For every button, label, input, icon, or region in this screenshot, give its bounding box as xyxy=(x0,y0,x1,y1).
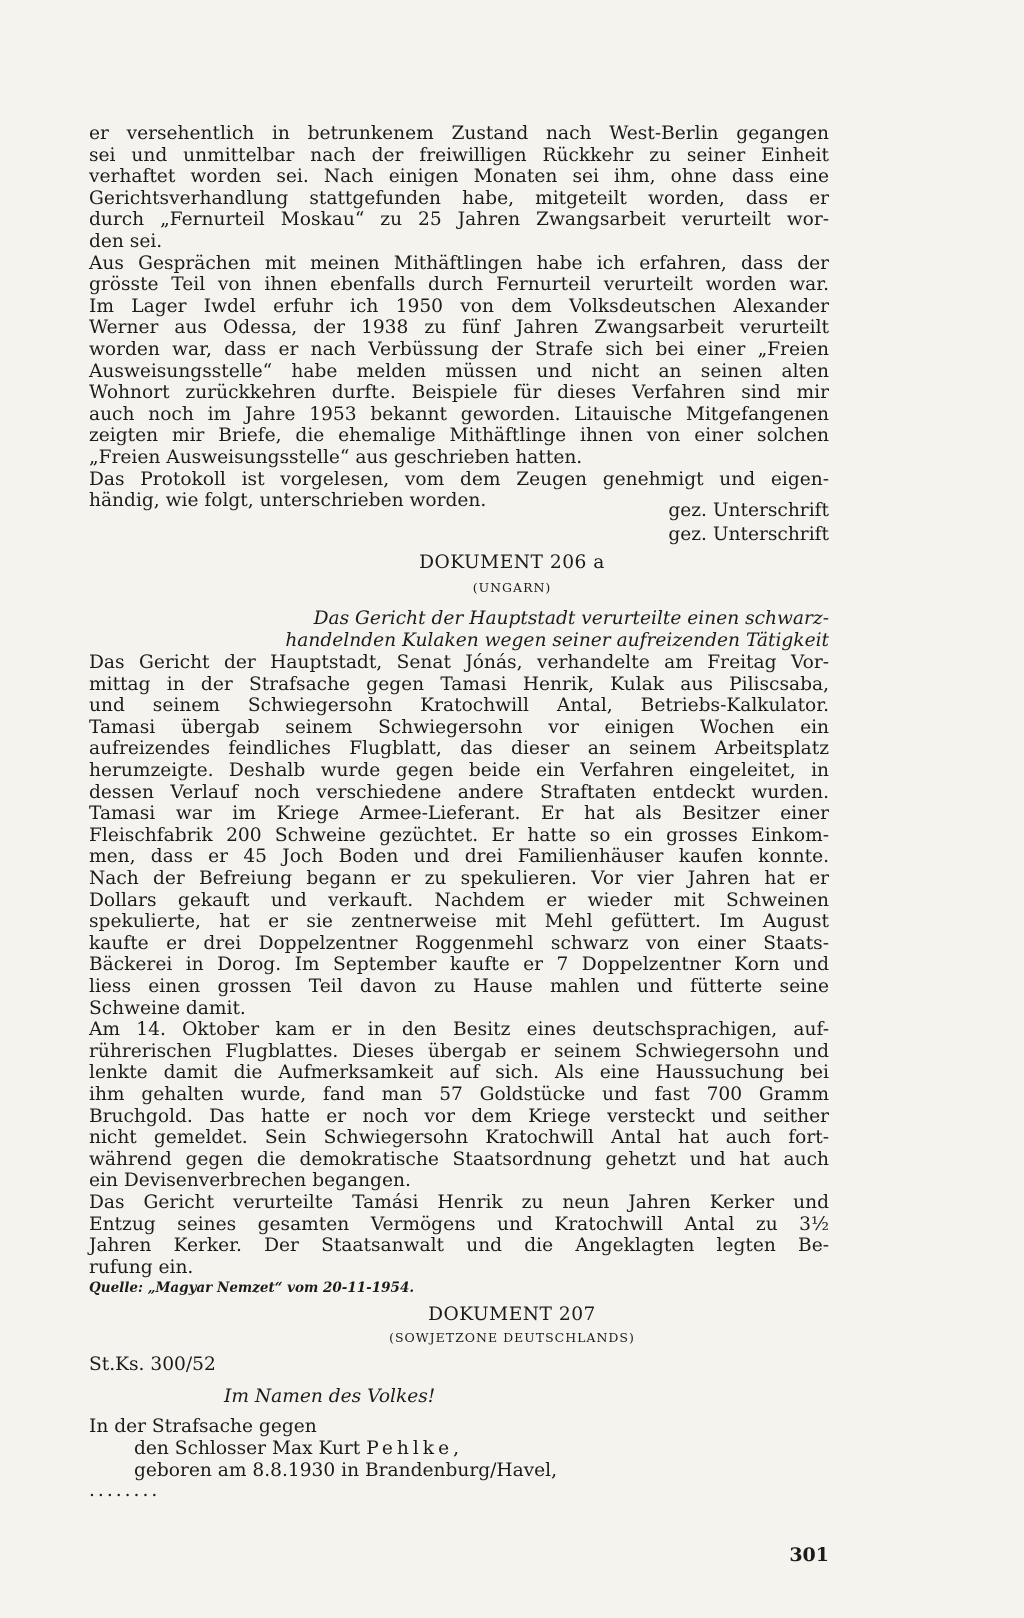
text-line: lenkte damit die Aufmerksamkeit auf sich. Als eine Haussuchung bei xyxy=(89,1062,829,1084)
text-line: men, dass er 45 Joch Boden und drei Familienhäuser kaufen konnte. xyxy=(89,846,829,868)
text-line: Tamasi war im Kriege Armee-Lieferant. Er hat als Besitzer einer xyxy=(89,803,829,825)
document-heading: DOKUMENT 207 xyxy=(428,1304,596,1325)
defendant-surname: Pehlke xyxy=(366,1438,454,1459)
report-paragraph xyxy=(89,1019,829,1192)
text-line: „Freien Ausweisungsstelle“ aus geschrieben hatten. xyxy=(89,446,583,468)
source-citation: Quelle: „Magyar Nemzet“ vom 20-11-1954. xyxy=(89,1280,415,1296)
text-line: auch noch im Jahre 1953 bekannt geworden. Litauische Mitgefangenen xyxy=(89,403,829,425)
text-line: Schweine damit. xyxy=(89,997,246,1019)
text-line: ein Devisenverbrechen begangen. xyxy=(89,1170,411,1192)
document-heading: DOKUMENT 206 a xyxy=(419,552,605,573)
text-line: während gegen die demokratische Staatsordnung gehetzt und hat auch xyxy=(89,1148,829,1170)
text-line: spekulierte, hat er sie zentnerweise mit Mehl gefüttert. Im August xyxy=(89,911,829,933)
defendant-line xyxy=(134,1438,459,1460)
text-line: Gerichtsverhandlung stattgefunden habe, mitgeteilt worden, dass er xyxy=(89,187,829,209)
text-line: worden war, dass er nach Verbüssung der Strafe sich bei einer „Freien xyxy=(89,338,829,360)
text-line: händig, wie folgt, unterschrieben worden. xyxy=(89,490,487,512)
text-line: Nach der Befreiung begann er zu spekulieren. Vor vier Jahren hat er xyxy=(89,867,829,889)
text-line: Aus Gesprächen mit meinen Mithäftlingen habe ich erfahren, dass der xyxy=(89,252,829,274)
text-line: Entzug seines gesamten Vermögens und Kratochwill Antal zu 3½ xyxy=(89,1213,829,1235)
defendant-suffix: , xyxy=(453,1438,459,1459)
text-line: Tamasi übergab seinem Schwiegersohn vor einigen Wochen ein xyxy=(89,716,829,738)
text-line: Wohnort zurückkehren durfte. Beispiele für dieses Verfahren sind mir xyxy=(89,382,829,404)
text-line: kaufte er drei Doppelzentner Roggenmehl schwarz von einer Staats- xyxy=(89,932,829,954)
signature-line: gez. Unterschrift xyxy=(668,500,829,521)
defendant-prefix: den Schlosser Max Kurt xyxy=(134,1438,367,1459)
text-line: grösste Teil von ihnen ebenfalls durch Fernurteil verurteilt worden war. xyxy=(89,274,829,296)
text-line: Am 14. Oktober kam er in den Besitz eines deutschsprachigen, auf- xyxy=(89,1019,829,1041)
document-subheading: (SOWJETZONE DEUTSCHLANDS) xyxy=(389,1330,635,1345)
page-number: 301 xyxy=(789,1544,829,1566)
testimony-paragraph xyxy=(89,253,829,469)
text-line: rührerischen Flugblattes. Dieses übergab er seinem Schwiegersohn und xyxy=(89,1040,829,1062)
text-line: Das Protokoll ist vorgelesen, vom dem Zeugen genehmigt und eigen- xyxy=(89,468,829,490)
text-line: Dollars gekauft und verkauft. Nachdem er wieder mit Schweinen xyxy=(89,889,829,911)
text-line: mittag in der Strafsache gegen Tamasi Henrik, Kulak aus Piliscsaba, xyxy=(89,673,829,695)
text-line: Das Gericht der Hauptstadt, Senat Jónás, verhandelte am Freitag Vor- xyxy=(89,652,829,673)
text-line: Bäckerei in Dorog. Im September kaufte er 7 Doppelzentner Korn und xyxy=(89,954,829,976)
text-line: Bruchgold. Das hatte er noch vor dem Kriege versteckt und seither xyxy=(89,1105,829,1127)
verdict-formula: Im Namen des Volkes! xyxy=(224,1386,436,1407)
text-line: dessen Verlauf noch verschiedene andere Straftaten entdeckt wurden. xyxy=(89,781,829,803)
text-line: durch „Fernurteil Moskau“ zu 25 Jahren Zwangsarbeit verurteilt wor- xyxy=(89,209,829,231)
text-line: herumzeigte. Deshalb wurde gegen beide ein Verfahren eingeleitet, in xyxy=(89,759,829,781)
text-line: Das Gericht verurteilte Tamási Henrik zu neun Jahren Kerker und xyxy=(89,1192,829,1213)
text-line: ihm gehalten wurde, fand man 57 Goldstücke und fast 700 Gramm xyxy=(89,1083,829,1105)
text-line: und seinem Schwiegersohn Kratochwill Antal, Betriebs-Kalkulator. xyxy=(89,695,829,717)
text-line: rufung ein. xyxy=(89,1256,194,1278)
text-line: er versehentlich in betrunkenem Zustand nach West-Berlin gegangen xyxy=(89,123,829,144)
document-subheading: (UNGARN) xyxy=(472,580,552,595)
birth-line: geboren am 8.8.1930 in Brandenburg/Havel, xyxy=(134,1460,558,1481)
case-intro: In der Strafsache gegen xyxy=(89,1416,317,1437)
text-line: Im Lager Iwdel erfuhr ich 1950 von dem Volksdeutschen Alexander xyxy=(89,295,829,317)
title-line: handelnden Kulaken wegen seiner aufreizenden Tätigkeit xyxy=(285,629,829,651)
ellipsis: ........ xyxy=(89,1480,161,1501)
text-line: den sei. xyxy=(89,230,163,252)
intro-paragraph xyxy=(89,123,829,253)
text-line: liess einen grossen Teil davon zu Hause mahlen und fütterte seine xyxy=(89,975,829,997)
report-paragraph xyxy=(89,652,829,1019)
file-number: St.Ks. 300/52 xyxy=(89,1354,216,1375)
text-line: nicht gemeldet. Sein Schwiegersohn Kratochwill Antal hat auch fort- xyxy=(89,1127,829,1149)
signature-line: gez. Unterschrift xyxy=(668,524,829,545)
text-line: aufreizendes feindliches Flugblatt, das dieser an seinem Arbeitsplatz xyxy=(89,738,829,760)
text-line: zeigten mir Briefe, die ehemalige Mithäftlinge ihnen von einer solchen xyxy=(89,425,829,447)
title-line: Das Gericht der Hauptstadt verurteilte einen schwarz- xyxy=(313,608,829,629)
text-line: Ausweisungsstelle“ habe melden müssen und nicht an seinen alten xyxy=(89,360,829,382)
text-line: Werner aus Odessa, der 1938 zu fünf Jahren Zwangsarbeit verurteilt xyxy=(89,317,829,339)
text-line: verhaftet worden sei. Nach einigen Monaten sei ihm, ohne dass eine xyxy=(89,166,829,188)
document-title xyxy=(285,608,829,651)
text-line: sei und unmittelbar nach der freiwilligen Rückkehr zu seiner Einheit xyxy=(89,144,829,166)
text-line: Fleischfabrik 200 Schweine gezüchtet. Er hatte so ein grosses Einkom- xyxy=(89,824,829,846)
text-line: Jahren Kerker. Der Staatsanwalt und die Angeklagten legten Be- xyxy=(89,1235,829,1257)
verdict-paragraph xyxy=(89,1192,829,1278)
